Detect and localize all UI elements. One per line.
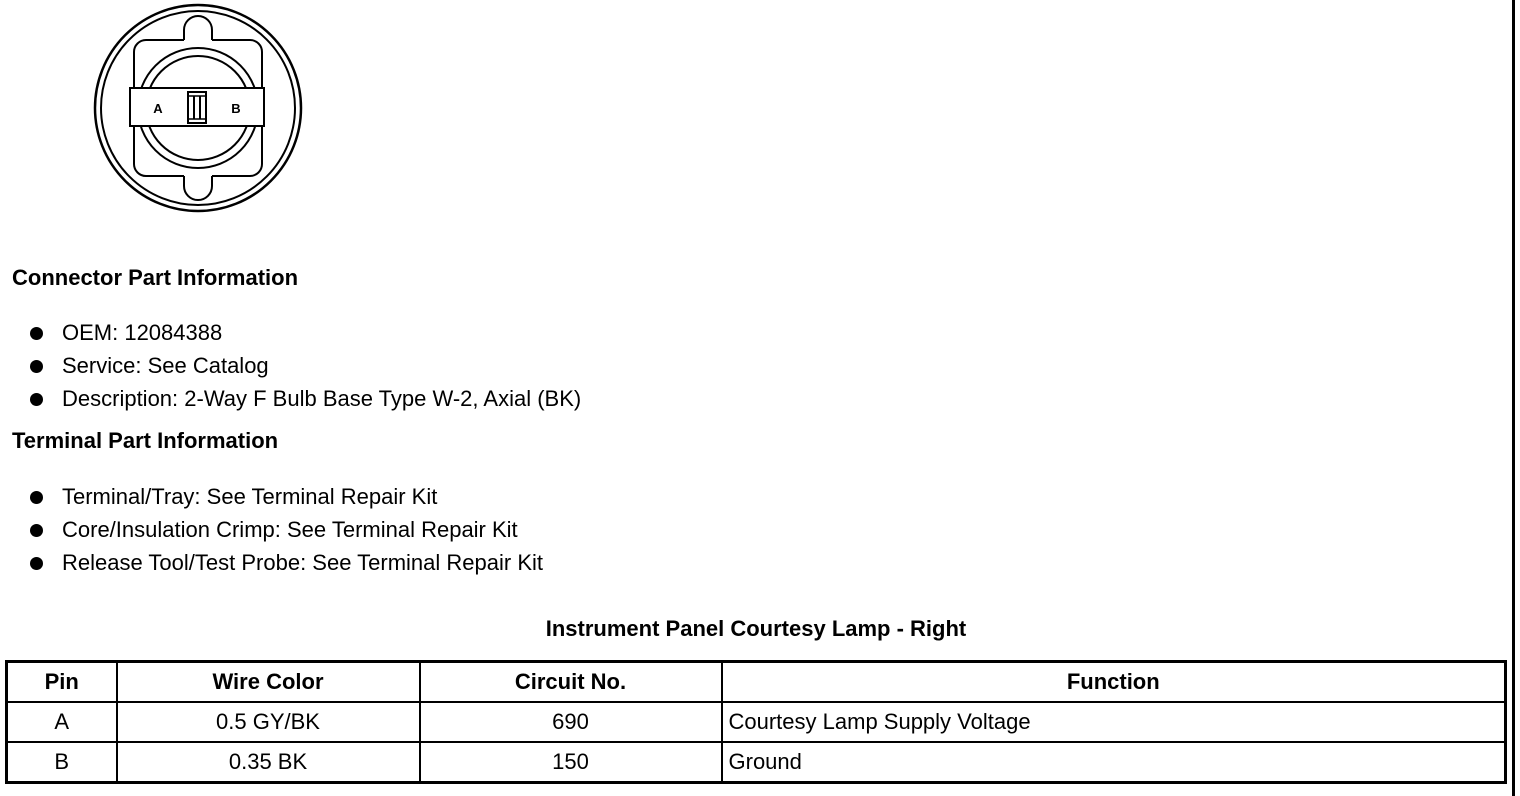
bullet-icon bbox=[30, 491, 43, 504]
cell-circuit-no: 690 bbox=[420, 702, 722, 742]
cell-wire-color: 0.35 BK bbox=[117, 742, 420, 783]
table-row bbox=[7, 742, 1506, 783]
list-item bbox=[0, 546, 543, 579]
header-circuit-no: Circuit No. bbox=[420, 662, 722, 703]
pin-table-title: Instrument Panel Courtesy Lamp - Right bbox=[545, 616, 967, 641]
connector-face-diagram bbox=[80, 0, 320, 220]
connector-description-text: Description: 2-Way F Bulb Base Type W-2, Axial (BK) bbox=[62, 386, 582, 411]
table-row bbox=[7, 702, 1506, 742]
list-item bbox=[0, 480, 543, 513]
connector-part-info-heading: Connector Part Information bbox=[12, 265, 299, 290]
terminal-tray-text: Terminal/Tray: See Terminal Repair Kit bbox=[62, 484, 438, 509]
list-item bbox=[0, 349, 581, 382]
connector-oem-text: OEM: 12084388 bbox=[62, 320, 223, 345]
bullet-icon bbox=[30, 360, 43, 373]
release-tool-text: Release Tool/Test Probe: See Terminal Repair Kit bbox=[62, 550, 543, 575]
cell-pin: B bbox=[7, 742, 117, 783]
connector-face-svg bbox=[80, 0, 320, 220]
bullet-icon bbox=[30, 524, 43, 537]
header-function: Function bbox=[722, 662, 1506, 703]
header-pin: Pin bbox=[7, 662, 117, 703]
cell-wire-color: 0.5 GY/BK bbox=[117, 702, 420, 742]
header-wire-color: Wire Color bbox=[117, 662, 420, 703]
cavity-label-b: B bbox=[231, 101, 241, 116]
bullet-icon bbox=[30, 557, 43, 570]
list-item bbox=[0, 513, 543, 546]
terminal-part-info-heading: Terminal Part Information bbox=[12, 428, 279, 453]
list-item bbox=[0, 382, 581, 415]
bullet-icon bbox=[30, 327, 43, 340]
page-border-right bbox=[1512, 0, 1515, 796]
cavity-label-a: A bbox=[153, 101, 163, 116]
pin-table bbox=[5, 660, 1507, 784]
list-item bbox=[0, 316, 581, 349]
core-insulation-crimp-text: Core/Insulation Crimp: See Terminal Repair Kit bbox=[62, 517, 518, 542]
bullet-icon bbox=[30, 393, 43, 406]
cell-circuit-no: 150 bbox=[420, 742, 722, 783]
table-header-row bbox=[7, 662, 1506, 703]
terminal-part-info-list bbox=[0, 480, 543, 579]
connector-part-info-list bbox=[0, 316, 581, 415]
connector-service-text: Service: See Catalog bbox=[62, 353, 269, 378]
cell-function: Ground bbox=[722, 742, 1506, 783]
cell-pin: A bbox=[7, 702, 117, 742]
cell-function: Courtesy Lamp Supply Voltage bbox=[722, 702, 1506, 742]
